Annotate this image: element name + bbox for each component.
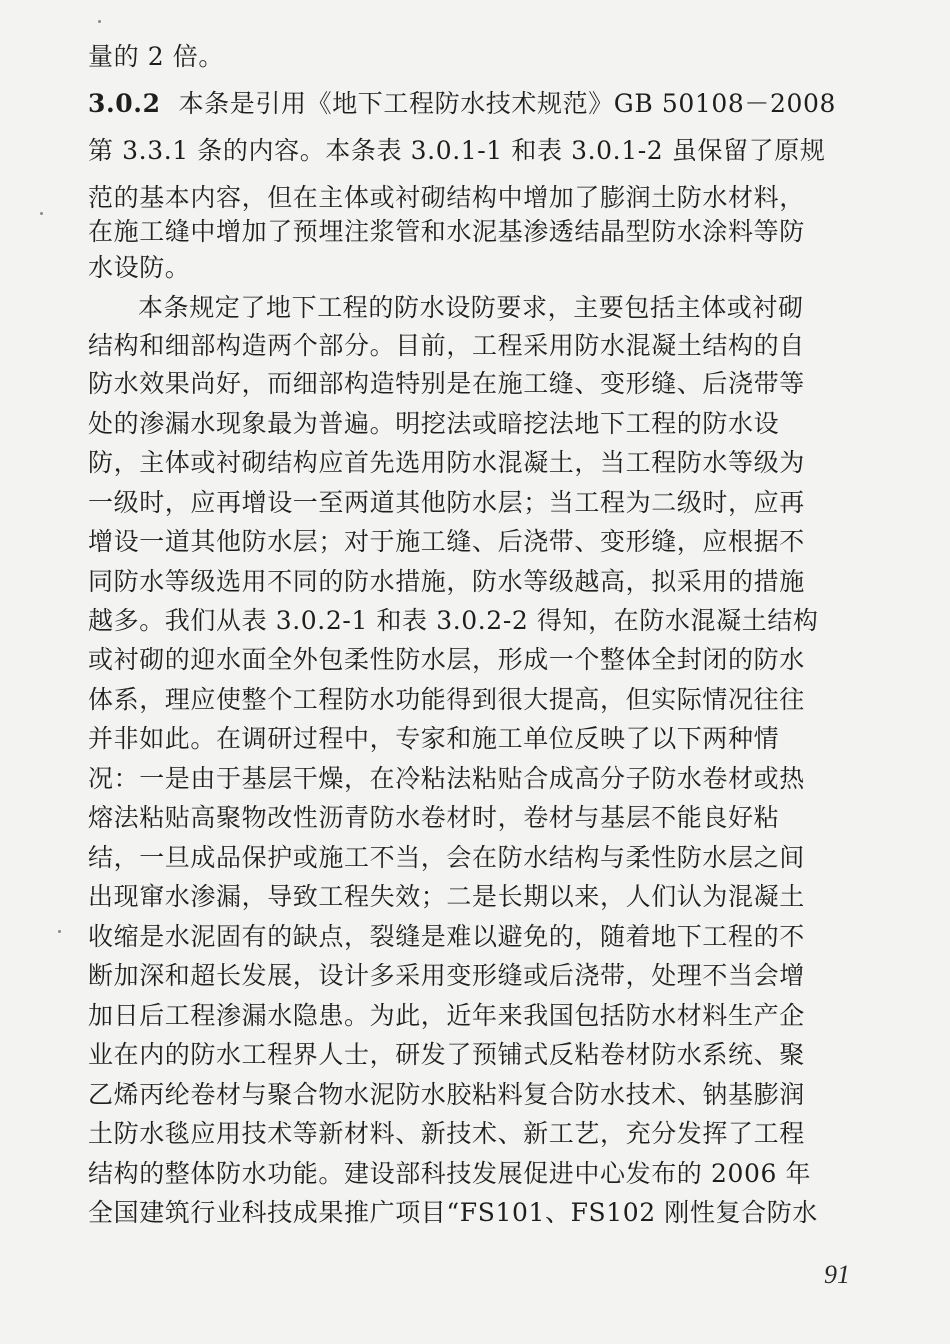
text-line: 熔法粘贴高聚物改性沥青防水卷材时，卷材与基层不能良好粘 xyxy=(88,803,780,832)
text-line: 第 3.3.1 条的内容。本条表 3.0.1-1 和表 3.0.1-2 虽保留了原规 xyxy=(88,136,826,165)
text-line: 防水效果尚好，而细部构造特别是在施工缝、变形缝、后浇带等 xyxy=(88,369,805,398)
text-line: 并非如此。在调研过程中，专家和施工单位反映了以下两种情 xyxy=(88,724,780,753)
section-heading-line xyxy=(88,84,878,124)
section-lead-text: 本条是引用《地下工程防水技术规范》GB 50108－2008 xyxy=(178,89,837,118)
text-line: 况：一是由于基层干燥，在冷粘法粘贴合成高分子防水卷材或热 xyxy=(88,764,805,793)
text-line: 一级时，应再增设一至两道其他防水层；当工程为二级时，应再 xyxy=(88,488,805,517)
text-line: 量的 2 倍。 xyxy=(88,42,224,71)
text-line: 加日后工程渗漏水隐患。为此，近年来我国包括防水材料生产企 xyxy=(88,1001,805,1030)
text-line: 收缩是水泥固有的缺点，裂缝是难以避免的，随着地下工程的不 xyxy=(88,922,805,951)
text-line: 出现窜水渗漏，导致工程失效；二是长期以来，人们认为混凝土 xyxy=(88,882,805,911)
text-line: 增设一道其他防水层；对于施工缝、后浇带、变形缝，应根据不 xyxy=(88,527,805,556)
text-line: 结构的整体防水功能。建设部科技发展促进中心发布的 2006 年 xyxy=(88,1159,812,1188)
text-line: 水设防。 xyxy=(88,253,191,282)
text-line: 体系，理应使整个工程防水功能得到很大提高，但实际情况往往 xyxy=(88,685,805,714)
text-line: 处的渗漏水现象最为普遍。明挖法或暗挖法地下工程的防水设 xyxy=(88,409,780,438)
text-line: 同防水等级选用不同的防水措施，防水等级越高，拟采用的措施 xyxy=(88,567,805,596)
text-line: 越多。我们从表 3.0.2-1 和表 3.0.2-2 得知，在防水混凝土结构 xyxy=(88,606,819,635)
text-line: 结，一旦成品保护或施工不当，会在防水结构与柔性防水层之间 xyxy=(88,843,805,872)
text-line: 土防水毯应用技术等新材料、新技术、新工艺，充分发挥了工程 xyxy=(88,1119,805,1148)
text-line: 业在内的防水工程界人士，研发了预铺式反粘卷材防水系统、聚 xyxy=(88,1040,805,1069)
text-line: 断加深和超长发展，设计多采用变形缝或后浇带，处理不当会增 xyxy=(88,961,805,990)
section-number: 3.0.2 xyxy=(88,89,161,118)
paragraph-first-line: 本条规定了地下工程的防水设防要求，主要包括主体或衬砌 xyxy=(138,293,804,322)
scan-speck xyxy=(58,930,61,933)
text-line: 防，主体或衬砌结构应首先选用防水混凝土，当工程防水等级为 xyxy=(88,448,805,477)
scan-speck xyxy=(98,20,101,23)
text-line: 结构和细部构造两个部分。目前，工程采用防水混凝土结构的自 xyxy=(88,331,805,360)
text-line: 或衬砌的迎水面全外包柔性防水层，形成一个整体全封闭的防水 xyxy=(88,645,805,674)
text-line: 乙烯丙纶卷材与聚合物水泥防水胶粘料复合防水技术、钠基膨润 xyxy=(88,1080,805,1109)
text-line: 全国建筑行业科技成果推广项目“FS101、FS102 刚性复合防水 xyxy=(88,1198,818,1227)
scan-speck xyxy=(40,212,43,215)
text-line: 在施工缝中增加了预埋注浆管和水泥基渗透结晶型防水涂料等防 xyxy=(88,217,805,246)
page-number: 91 xyxy=(824,1260,850,1289)
text-line: 范的基本内容，但在主体或衬砌结构中增加了膨润土防水材料， xyxy=(88,183,805,212)
